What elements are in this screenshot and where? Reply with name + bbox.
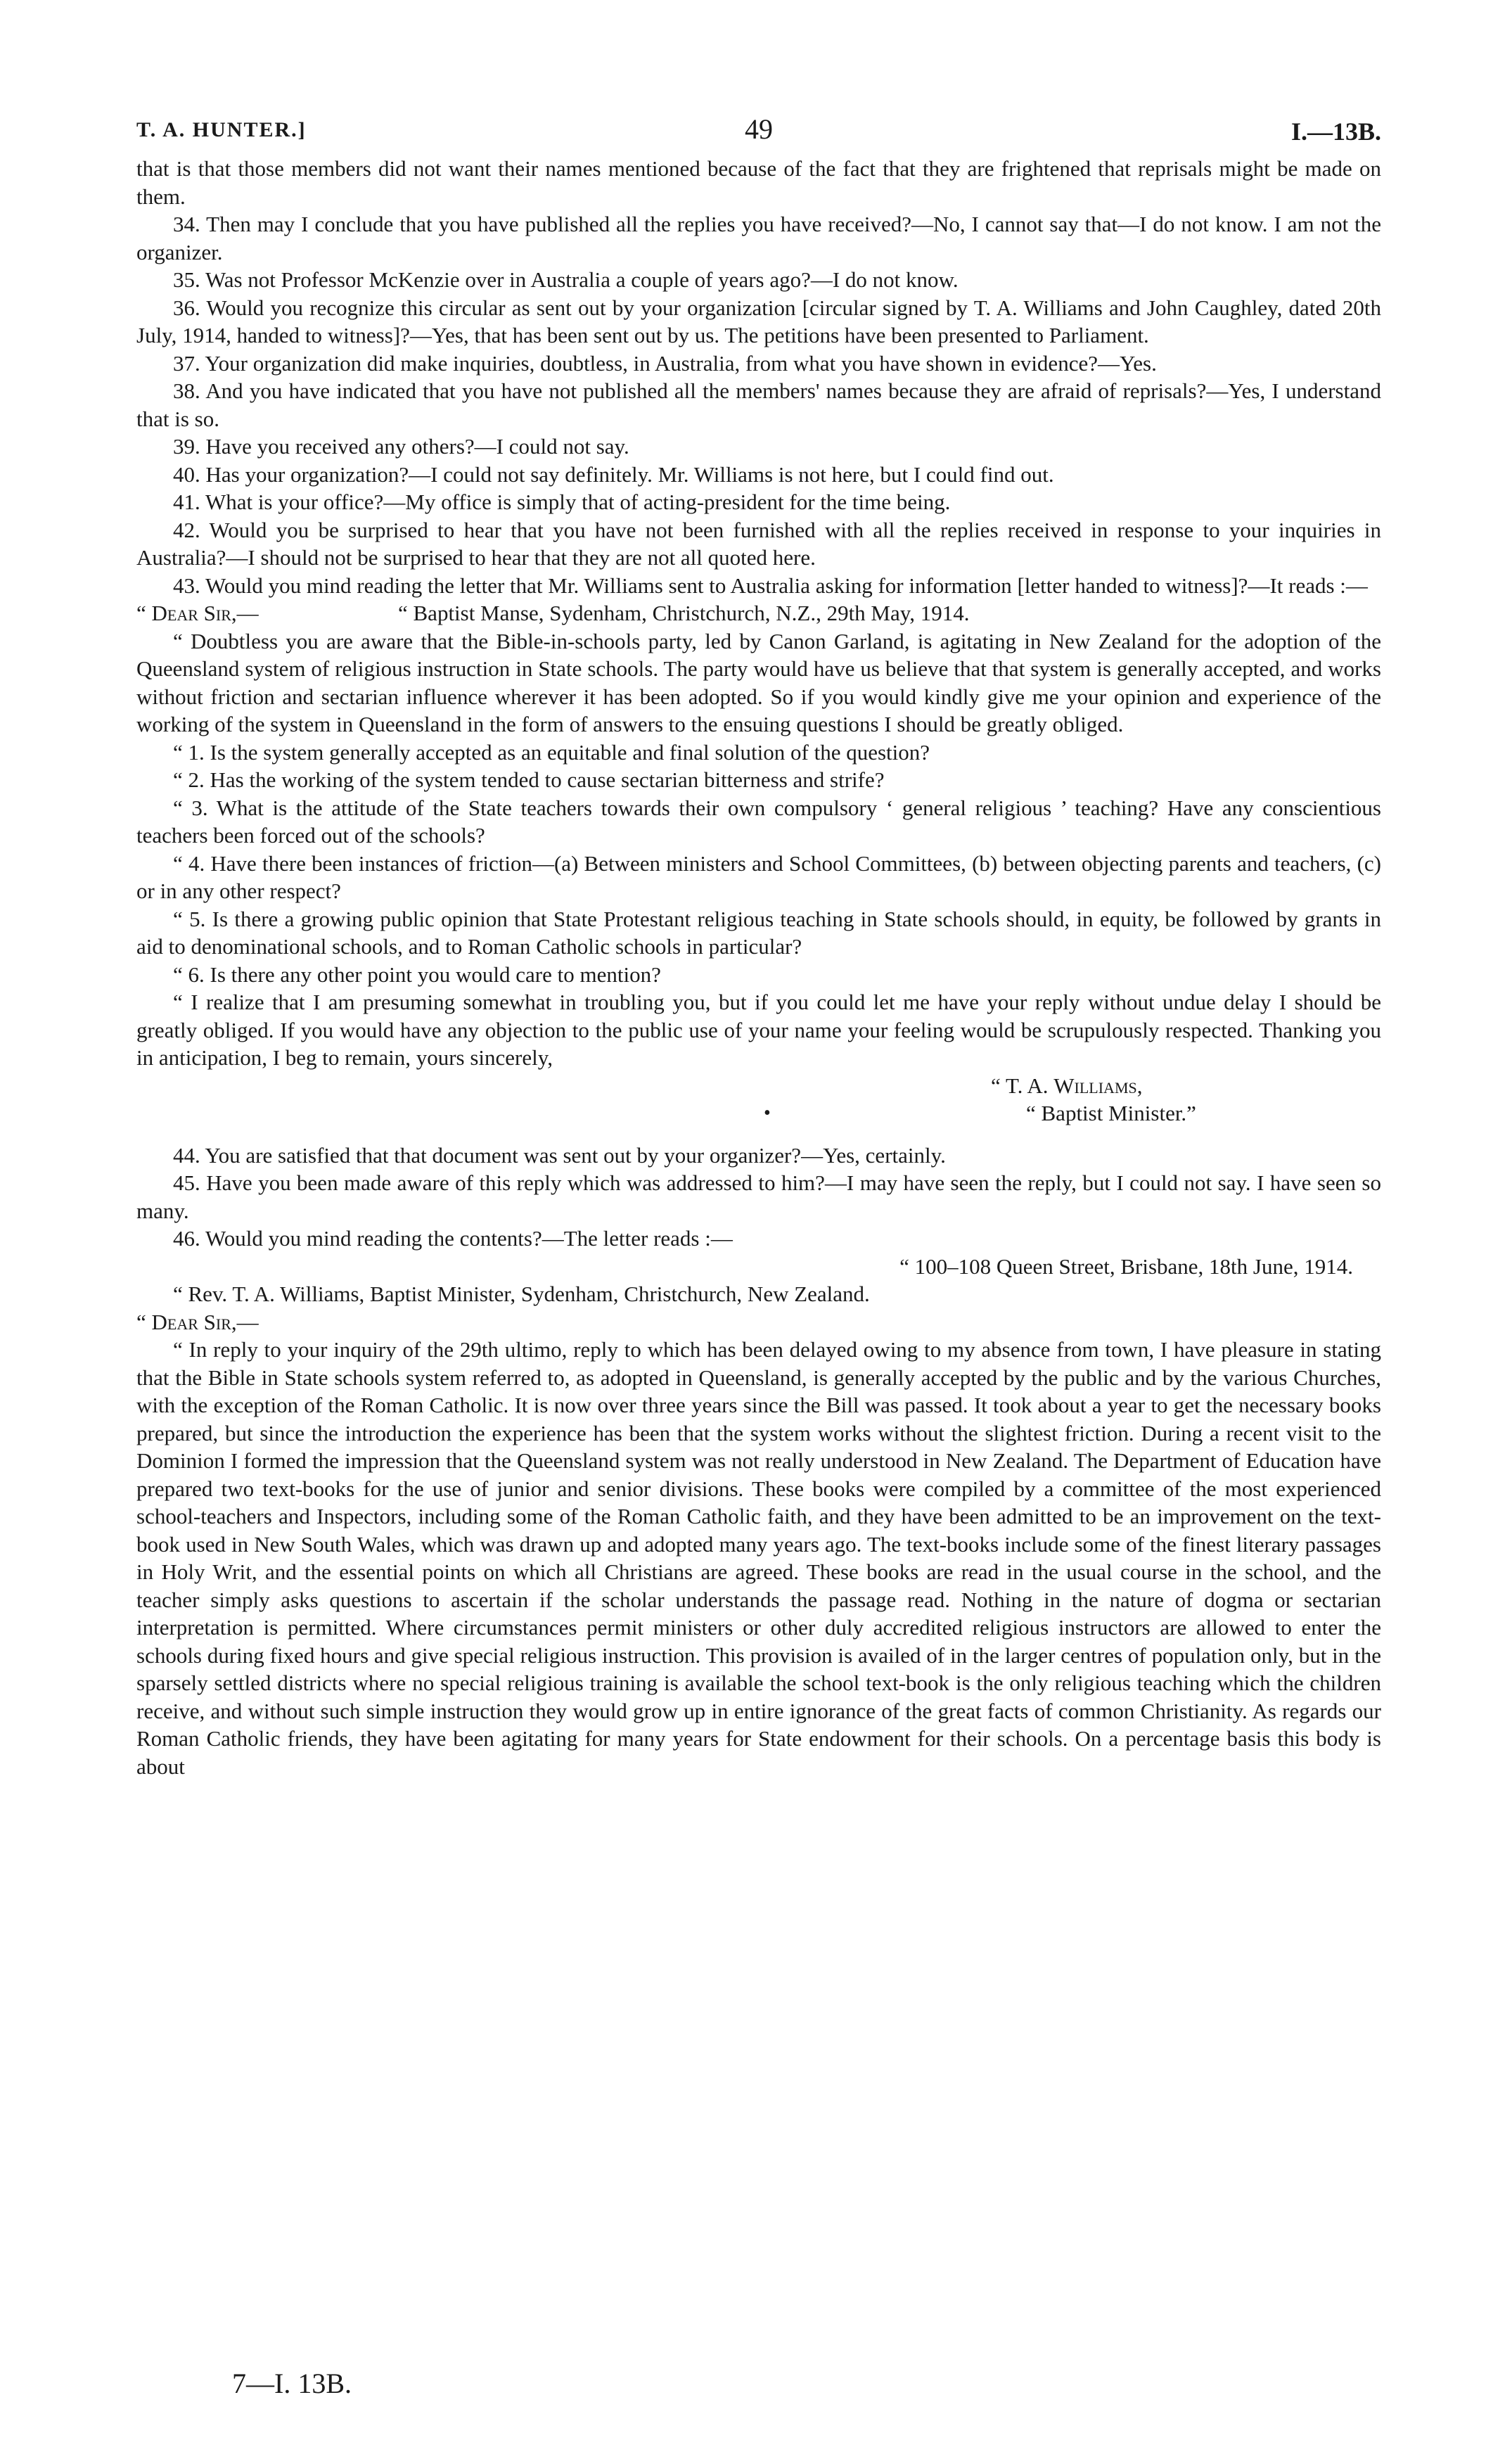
paper-reference: I.—13B. — [1290, 117, 1381, 146]
letter1-address: “ Baptist Manse, Sydenham, Christchurch, N.Z., 29th May, 1914. — [398, 601, 970, 625]
letter1-intro: “ Doubtless you are aware that the Bible-in-schools party, led by Canon Garland, is agitating in New Zealand for the adoption of the Queensland system of religious instruction in State schools. The party would have us believe that that system is generally accepted, and works without friction and sectarian influence wherever it has been adopted. So if you would kindly give me your opinion and experience of the working of the system in Queensland in the form of answers to the ensuing questions I should be greatly obliged. — [136, 628, 1381, 736]
document-body — [136, 155, 1381, 1780]
question-42: 42. Would you be surprised to hear that you have not been furnished with all the replies received in response to your inquiries in Australia?—I should not be surprised to hear that they are not all quoted here. — [136, 517, 1381, 570]
letter1-closing: “ I realize that I am presuming somewhat in troubling you, but if you could let me have your reply without undue delay I should be greatly obliged. If you would have any objection to the public use of your name your feeling would be scrupulously respected. Thanking you in anticipation, I beg to remain, yours sincerely, — [136, 990, 1381, 1070]
question-41: 41. What is your office?—My office is simply that of acting-president for the time being. — [173, 490, 951, 514]
question-38: 38. And you have indicated that you have not published all the members' names because they are afraid of reprisals?—Yes, I understand that is so. — [136, 378, 1381, 431]
letter1-question-5: “ 5. Is there a growing public opinion that State Protestant religious teaching in State schools should, in equity, be followed by grants in aid to denominational schools, and to Roman Catholic schools in particular? — [136, 906, 1381, 959]
question-40: 40. Has your organization?—I could not say definitely. Mr. Williams is not here, but I could find out. — [173, 461, 1054, 487]
letter1-question-1: “ 1. Is the system generally accepted as an equitable and final solution of the question? — [173, 739, 930, 765]
question-34: 34. Then may I conclude that you have published all the replies you have received?—No, I cannot say that—I do not know. I am not the organizer. — [136, 212, 1381, 264]
document-page — [136, 106, 1381, 1780]
letter1-question-2: “ 2. Has the working of the system tended to cause sectarian bitterness and strife? — [173, 767, 885, 792]
footer-signature-mark: 7—I. 13B. — [232, 2368, 352, 2399]
question-36: 36. Would you recognize this circular as sent out by your organization [circular signed by T. A. Williams and John Caughley, dated 20th July, 1914, handed to witness]?—Yes, that has been sent out by us. The petitions have been presented to Parliament. — [136, 295, 1381, 347]
letter1-question-6: “ 6. Is there any other point you would care to mention? — [173, 962, 661, 987]
letter2-recipient: “ Rev. T. A. Williams, Baptist Minister, Sydenham, Christchurch, New Zealand. — [173, 1282, 870, 1306]
question-43: 43. Would you mind reading the letter that Mr. Williams sent to Australia asking for information [letter handed to witness]?—It reads :— — [173, 573, 1368, 598]
question-46: 46. Would you mind reading the contents?—The letter reads :— — [173, 1226, 733, 1251]
header-witness-name: T. A. HUNTER.] — [136, 118, 307, 141]
letter1-salutation: “ Dear Sir,— — [136, 601, 259, 625]
letter2-body: “ In reply to your inquiry of the 29th ultimo, reply to which has been delayed owing to my absence from town, I have pleasure in stating that the Bible in State schools system referred to, as adopted in Queensland, is generally accepted by the public and by the various Churches, with the exception of the Roman Catholic. It is now over three years since the Bill was passed. It took about a year to get the necessary books prepared, but since the introduction the experience has been that the system works without the slightest friction. During a recent visit to the Dominion I formed the impression that the Queensland system was not really understood in New Zealand. The Department of Education have prepared two text-books for the use of junior and senior divisions. These books were compiled by a committee of the most experienced school-teachers and Inspectors, including some of the Roman Catholic faith, and they have been admitted to be an improvement on the text-book used in New South Wales, which was drawn up and adopted many years ago. The text-books include some of the finest literary passages in Holy Writ, and the essential points on which all Christians are agreed. These books are read in the usual course in the school, and the teacher simply asks questions to ascertain if the scholar understands the passage read. Nothing in the nature of dogma or sectarian interpretation is permitted. Where circumstances permit ministers or other duly accredited religious instructors are allowed to enter the schools during fixed hours and give special religious instruction. This provision is availed of in the larger centres of population only, but in the sparsely settled districts where no special religious training is available the school text-book is the only religious teaching which the children receive, and without such simple instruction they would grow up in entire ignorance of the great facts of common Christianity. As regards our Roman Catholic friends, they have been agitating for many years for State endowment for their schools. On a percentage basis this body is about — [136, 1337, 1381, 1779]
question-35: 35. Was not Professor McKenzie over in Australia a couple of years ago?—I do not know. — [173, 267, 959, 292]
letter1-question-4: “ 4. Have there been instances of friction—(a) Between ministers and School Committees, (b) between objecting parents and teachers, (c) or in any other respect? — [136, 850, 1381, 903]
page-number: 49 — [745, 113, 773, 145]
paragraph-continuation: that is that those members did not want their names mentioned because of the fact that they are frightened that reprisals might be made on them. — [136, 156, 1381, 209]
letter1-heading — [136, 599, 1381, 627]
question-45: 45. Have you been made aware of this reply which was addressed to him?—I may have seen the reply, but I could not say. I have seen so many. — [136, 1170, 1381, 1223]
question-44: 44. You are satisfied that that document was sent out by your organizer?—Yes, certainly. — [173, 1142, 946, 1168]
bullet-mark: • — [764, 1102, 771, 1124]
letter2-address: “ 100–108 Queen Street, Brisbane, 18th June, 1914. — [899, 1253, 1353, 1279]
question-39: 39. Have you received any others?—I could not say. — [173, 434, 629, 459]
letter1-signature-title: “ Baptist Minister.” — [1026, 1101, 1196, 1125]
letter2-salutation: “ Dear Sir,— — [136, 1309, 259, 1334]
page-header — [136, 106, 1381, 155]
letter1-signature-name: “ T. A. Williams, — [991, 1073, 1143, 1098]
question-37: 37. Your organization did make inquiries, doubtless, in Australia, from what you have shown in evidence?—Yes. — [173, 350, 1157, 376]
letter1-question-3: “ 3. What is the attitude of the State teachers towards their own compulsory ‘ general religious ’ teaching? Have any conscientious teachers been forced out of the schools? — [136, 795, 1381, 848]
letter1-signature-title-row — [136, 1099, 1381, 1128]
